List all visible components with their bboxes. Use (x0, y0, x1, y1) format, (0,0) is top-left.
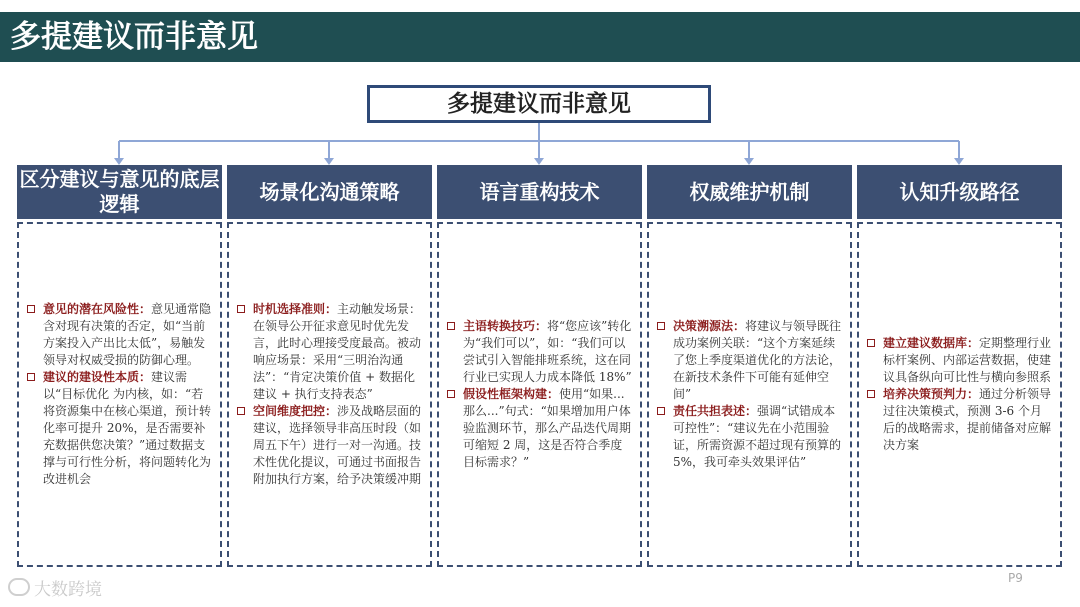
item-text: 将建议与领导既往成功案例关联：“这个方案延续了您上季度渠道优化的方法论，在新技术条件下可能有延伸空间” (673, 319, 842, 401)
checkbox-bullet-icon (657, 322, 665, 330)
item-text: 主动触发场景：在领导公开征求意见时优先发言，此时心理接受度最高。被动响应场景：采用“三明治沟通法”：“肯定决策价值 + 数据化建议 + 执行支持表态” (253, 302, 422, 401)
column-body-2 (227, 222, 432, 567)
item-label: 假设性框架构建： (463, 387, 560, 401)
list-item (27, 369, 212, 488)
checkbox-bullet-icon (237, 407, 245, 415)
item-text: 定期整理行业标杆案例、内部运营数据，使建议具备纵向可比性与横向参照系 (883, 336, 1052, 384)
list-item (867, 335, 1052, 386)
item-label: 培养决策预判力： (883, 387, 980, 401)
item-label: 时机选择准则： (253, 302, 338, 316)
list-item (237, 301, 422, 403)
list-item (447, 386, 632, 471)
list-item (867, 386, 1052, 454)
item-text: 建议需以“目标优化 为内核，如：“若将资源集中在核心渠道，预计转化率可提升 20%，是否需要补充数据供您决策？”通过数据支撑与可行性分析，将问题转化为改进机会 (43, 370, 212, 486)
arrowhead-3 (534, 158, 544, 165)
column-header-3: 语言重构技术 (437, 165, 642, 219)
item-label: 意见的潜在风险性： (43, 302, 152, 316)
watermark-text: 大数跨境 (34, 579, 102, 600)
item-label: 建议的建设性本质： (43, 370, 152, 384)
logo-icon (8, 578, 30, 596)
item-label: 空间维度把控： (253, 404, 338, 418)
item-text: 使用“如果... 那么...”句式：“如果增加用户体验监测环节，那么产品迭代周期可缩短 2 周，这是否符合季度目标需求？” (463, 387, 632, 469)
item-text: 将“您应该”转化为“我们可以”，如：“我们可以尝试引入智能排班系统，这在同行业已实现人力成本降低 18%” (463, 319, 632, 384)
arrowhead-4 (744, 158, 754, 165)
checkbox-bullet-icon (657, 407, 665, 415)
item-label: 决策溯源法： (673, 319, 746, 333)
center-heading: 多提建议而非意见 (367, 85, 711, 123)
list-item (27, 301, 212, 369)
checkbox-bullet-icon (27, 373, 35, 381)
list-item (657, 403, 842, 471)
page-title: 多提建议而非意见 (10, 19, 258, 55)
checkbox-bullet-icon (867, 390, 875, 398)
column-header-4: 权威维护机制 (647, 165, 852, 219)
column-header-1: 区分建议与意见的底层逻辑 (17, 165, 222, 219)
column-header-2: 场景化沟通策略 (227, 165, 432, 219)
column-body-3 (437, 222, 642, 567)
column-body-5 (857, 222, 1062, 567)
item-text: 涉及战略层面的建议，选择领导非高压时段（如周五下午）进行一对一沟通。技术性优化提议，可通过书面报告附加执行方案，给予决策缓冲期 (253, 404, 422, 486)
item-text: 强调“试错成本可控性”：“建议先在小范围验证，所需资源不超过现有预算的 5%，我可牵头效果评估” (673, 404, 842, 469)
checkbox-bullet-icon (867, 339, 875, 347)
arrowhead-2 (324, 158, 334, 165)
column-header-5: 认知升级路径 (857, 165, 1062, 219)
list-item (447, 318, 632, 386)
item-label: 主语转换技巧： (463, 319, 548, 333)
watermark-logo (8, 574, 102, 600)
item-text: 通过分析领导过往决策模式，预测 3-6 个月后的战略需求，提前储备对应解决方案 (883, 387, 1052, 452)
list-item (237, 403, 422, 488)
arrowhead-1 (114, 158, 124, 165)
item-label: 建立建议数据库： (883, 336, 980, 350)
checkbox-bullet-icon (447, 322, 455, 330)
checkbox-bullet-icon (447, 390, 455, 398)
list-item (657, 318, 842, 403)
arrowhead-5 (954, 158, 964, 165)
item-text: 意见通常隐含对现有决策的否定，如“当前方案投入产出比太低”，易触发领导对权威受损的防御心理。 (43, 302, 212, 367)
checkbox-bullet-icon (237, 305, 245, 313)
item-label: 责任共担表述： (673, 404, 758, 418)
column-body-1 (17, 222, 222, 567)
column-body-4 (647, 222, 852, 567)
checkbox-bullet-icon (27, 305, 35, 313)
page-number: P9 (1008, 571, 1023, 585)
